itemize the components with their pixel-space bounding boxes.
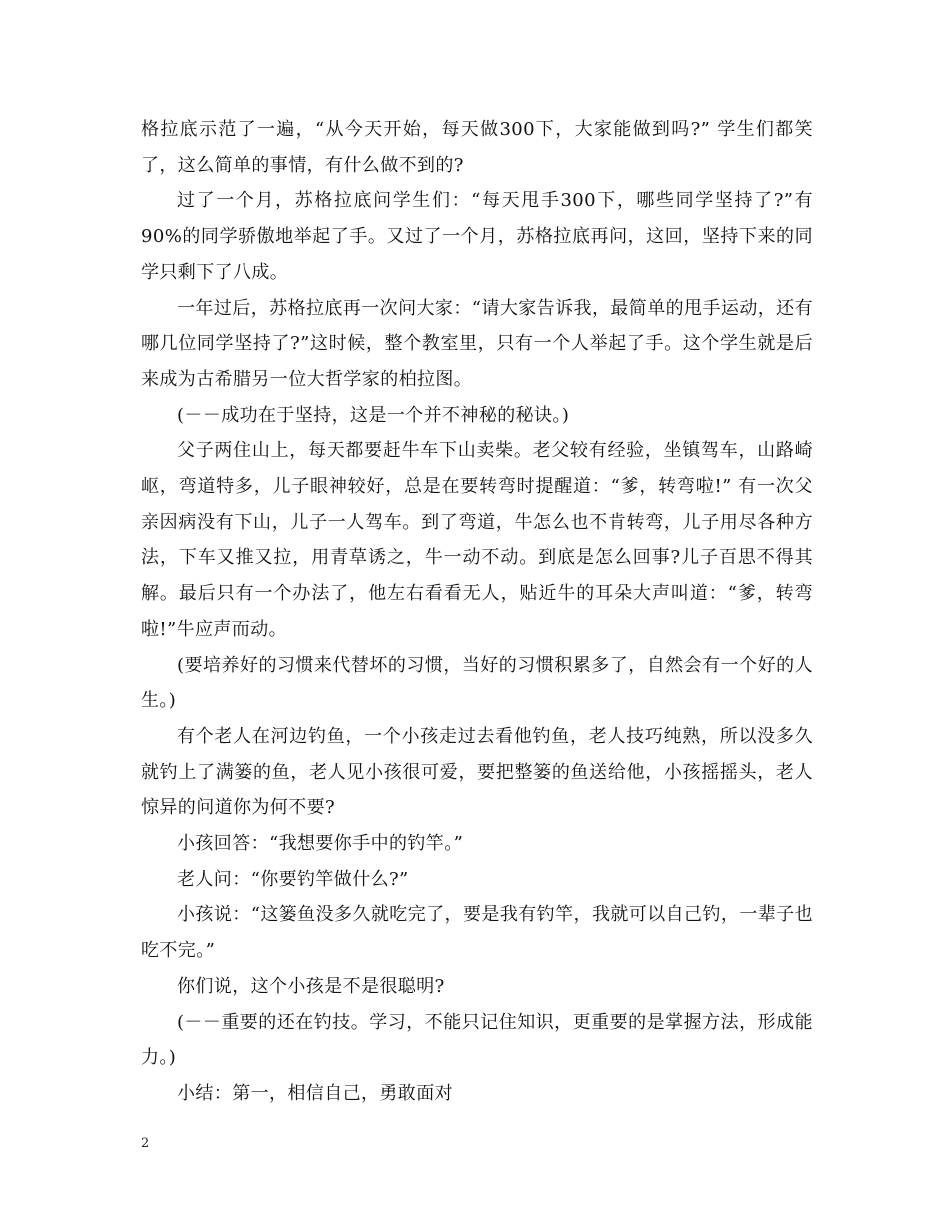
paragraph-11: 你们说，这个小孩是不是很聪明? xyxy=(177,975,445,997)
body-text xyxy=(141,112,813,1112)
paragraph-6: (要培养好的习惯来代替坏的习惯，当好的习惯积累多了，自然会有一个好的人生。) xyxy=(141,654,813,712)
paragraph-7: 有个老人在河边钓鱼，一个小孩走过去看他钓鱼，老人技巧纯熟，所以没多久就钓上了满篓的鱼，老人见小孩很可爱，要把整篓的鱼送给他，小孩摇摇头，老人惊异的问道你为何不要? xyxy=(141,725,813,819)
paragraph-13: 小结：第一，相信自己，勇敢面对 xyxy=(177,1082,453,1104)
paragraph-8: 小孩回答：“我想要你手中的钓竿。” xyxy=(177,833,464,855)
paragraph-10: 小孩说：“这篓鱼没多久就吃完了，要是我有钓竿，我就可以自己钓，一辈子也吃不完。” xyxy=(141,904,813,962)
paragraph-1: 格拉底示范了一遍，“从今天开始，每天做300下，大家能做到吗?” 学生们都笑了，这么简单的事情，有什么做不到的? xyxy=(141,119,813,176)
paragraph-4: (－－成功在于坚持，这是一个并不神秘的秘诀。) xyxy=(177,404,570,426)
paragraph-5: 父子两住山上，每天都要赶牛车下山卖柴。老父较有经验，坐镇驾车，山路崎岖，弯道特多，儿子眼神较好，总是在要转弯时提醒道：“爹，转弯啦!” 有一次父亲因病没有下山，儿子一人驾车。到了弯道，牛怎么也不肯转弯，儿子用尽各种方法，下车又推又拉，用青草诱之，牛一动不动。到底是怎么回事?儿子百思不得其解。最后只有一个办法了，他左右看看无人，贴近牛的耳朵大声叫道：“爹，转弯啦!”牛应声而动。 xyxy=(141,440,813,640)
paragraph-3: 一年过后，苏格拉底再一次问大家：“请大家告诉我，最简单的甩手运动，还有哪几位同学坚持了?”这时候，整个教室里，只有一个人举起了手。这个学生就是后来成为古希腊另一位大哲学家的柏拉图。 xyxy=(141,297,813,390)
paragraph-12: (－－重要的还在钓技。学习，不能只记住知识，更重要的是掌握方法，形成能力。) xyxy=(141,1011,813,1069)
paragraph-9: 老人问：“你要钓竿做什么?” xyxy=(177,868,409,890)
page-number: 2 xyxy=(141,1136,150,1151)
paragraph-2: 过了一个月，苏格拉底问学生们：“每天甩手300下，哪些同学坚持了?”有90%的同学骄傲地举起了手。又过了一个月，苏格拉底再问，这回，坚持下来的同学只剩下了八成。 xyxy=(141,190,813,283)
